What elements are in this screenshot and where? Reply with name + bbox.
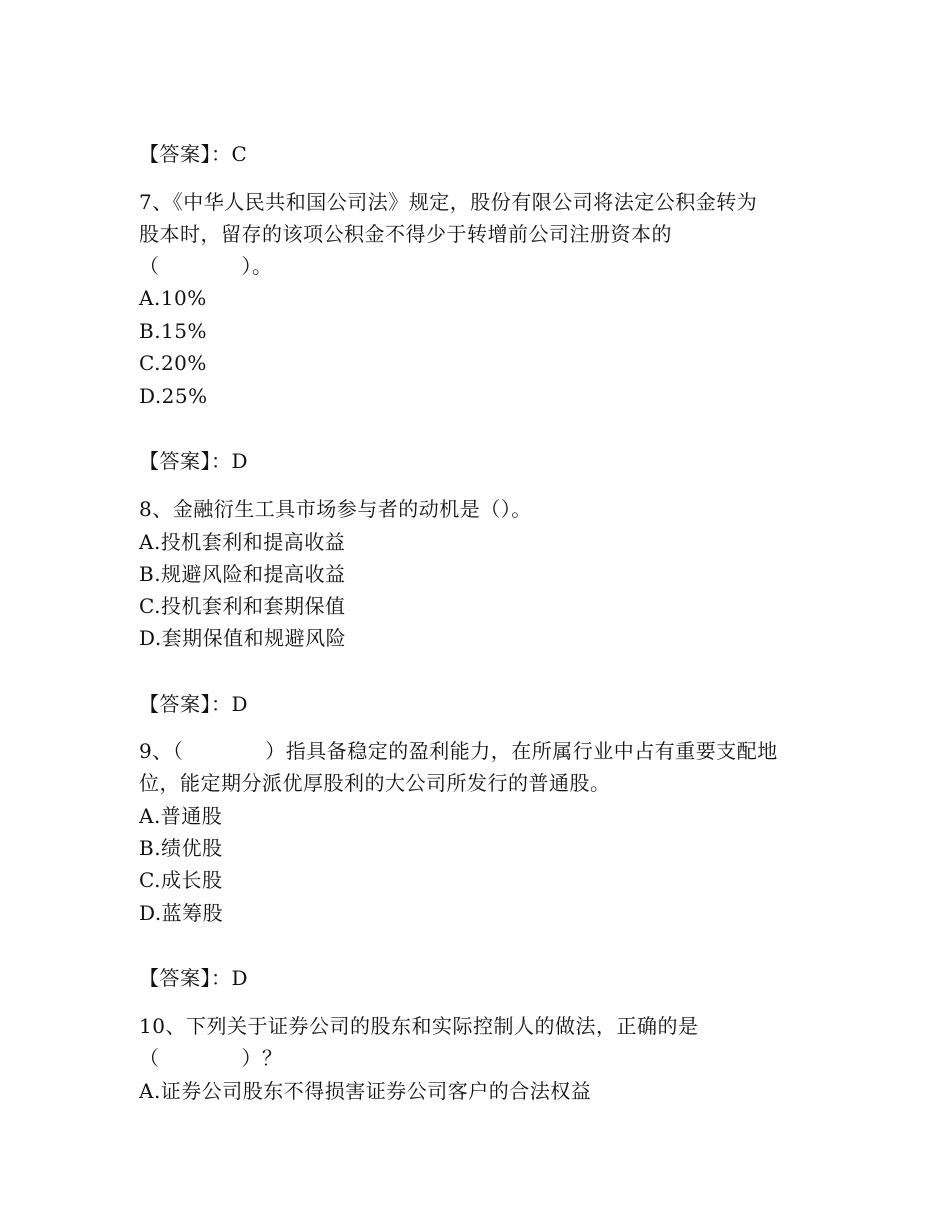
question-8-line-1: 8、金融衍生工具市场参与者的动机是（）。 — [139, 497, 532, 521]
question-7-line-1: 7、《中华人民共和国公司法》规定，股份有限公司将法定公积金转为 — [139, 190, 758, 214]
answer-line: 【答案】：C — [139, 142, 248, 166]
question-10-line-2: （ ）？ — [139, 1046, 283, 1070]
question-9-line-2: 位，能定期分派优厚股利的大公司所发行的普通股。 — [139, 771, 611, 795]
question-9-line-1: 9、（ ）指具备稳定的盈利能力，在所属行业中占有重要支配地 — [139, 739, 778, 763]
option-line: C.20% — [139, 351, 207, 375]
option-line: A.10% — [139, 286, 207, 310]
question-7-line-2: 股本时，留存的该项公积金不得少于转增前公司注册资本的 — [139, 222, 672, 246]
question-10-line-1: 10、下列关于证券公司的股东和实际控制人的做法，正确的是 — [139, 1014, 699, 1038]
option-line: B.规避风险和提高收益 — [139, 562, 346, 586]
option-line: A.普通股 — [139, 804, 223, 828]
option-line: A.投机套利和提高收益 — [139, 530, 346, 554]
answer-line: 【答案】：D — [139, 966, 249, 990]
option-line: D.套期保值和规避风险 — [139, 626, 347, 650]
answer-line: 【答案】：D — [139, 692, 249, 716]
question-7-line-3: （ ）。 — [139, 254, 273, 278]
option-line: D.25% — [139, 384, 208, 408]
option-line: B.15% — [139, 319, 208, 343]
answer-line: 【答案】：D — [139, 449, 249, 473]
option-line: D.蓝筹股 — [139, 901, 224, 925]
option-line: C.成长股 — [139, 868, 223, 892]
option-line: C.投机套利和套期保值 — [139, 594, 346, 618]
option-line: A.证券公司股东不得损害证券公司客户的合法权益 — [139, 1079, 592, 1103]
option-line: B.绩优股 — [139, 836, 223, 860]
